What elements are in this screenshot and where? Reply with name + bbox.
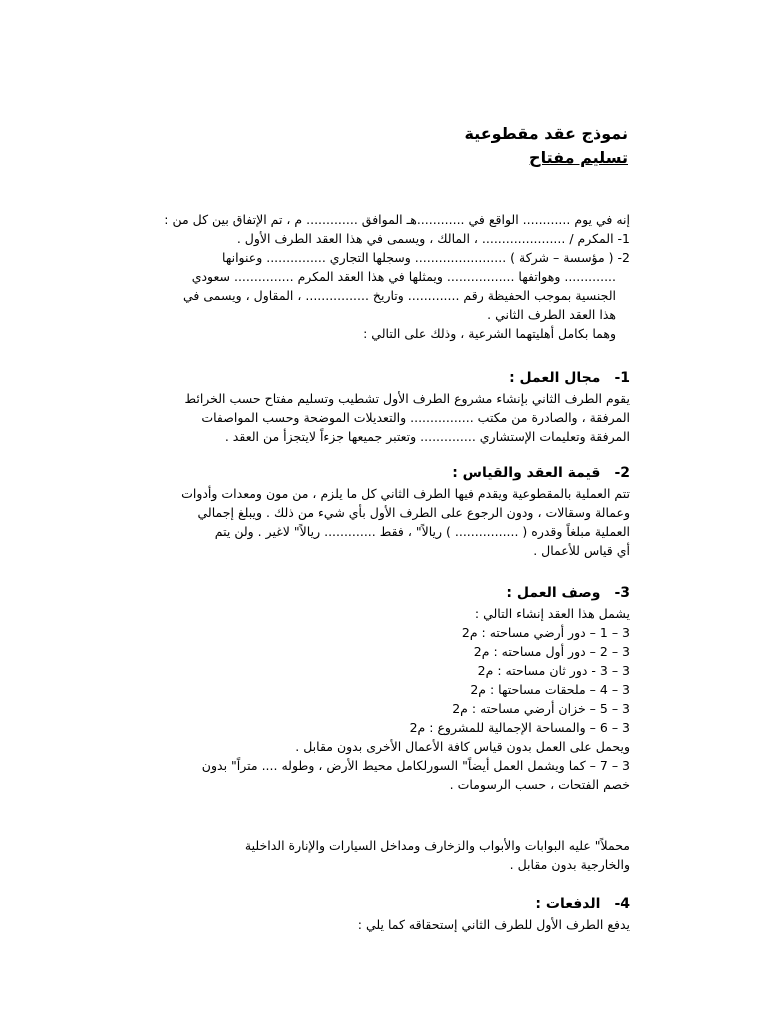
section-3-item-4: 3 – 4 – ملحقات مساحتها : م2 [470, 682, 630, 697]
section-value [130, 462, 630, 560]
party-two-line-2: ............. وهواتفها ................. ويمثلها في هذا العقد المكرم ............... سعودي [191, 269, 616, 284]
section-2-heading [130, 462, 630, 484]
section-3-title: وصف العمل : [506, 585, 601, 601]
extra-line-1: محملاً" عليه البوابات والأبواب والزخارف ومداخل السيارات والإنارة الداخلية [244, 838, 630, 853]
party-two-line-3: الجنسية بموجب الحفيظة رقم ............. وتاريخ ................ ، المقاول ، ويسمى في [182, 288, 616, 303]
section-1-line-2: المرفقة ، والصادرة من مكتب ................ والتعديلات الموضحة وحسب المواصفات [201, 410, 630, 425]
section-3-item-5: 3 – 5 – خزان أرضي مساحته : م2 [452, 701, 630, 716]
section-payments [130, 893, 630, 934]
section-4-line-1: يدفع الطرف الأول للطرف الثاني إستحقاقه كما يلي : [357, 917, 630, 932]
section-1-line-1: يقوم الطرف الثاني بإنشاء مشروع الطرف الأول تشطيب وتسليم مفتاح حسب الخرائط [184, 391, 630, 406]
section-4-number: 4- [614, 896, 630, 912]
intro-preamble: إنه في يوم ............ الواقع في ............هـ الموافق ............. م ، تم الإتفاق بين كل من : [164, 212, 630, 227]
extra-block [130, 836, 630, 874]
section-3-item-2: 3 – 2 – دور أول مساحته : م2 [473, 644, 630, 659]
section-1-number: 1- [614, 370, 630, 386]
party-two-line-4: هذا العقد الطرف الثاني . [487, 307, 616, 322]
section-1-line-3: المرفقة وتعليمات الإستشاري .............. وتعتبر جميعها جزءاً لايتجزأ من العقد . [224, 429, 630, 444]
section-2-line-2: وعمالة وسقالات ، ودون الرجوع على الطرف الأول بأي شيء من ذلك . ويبلغ إجمالي [197, 505, 630, 520]
section-description [130, 582, 630, 794]
section-2-title: قيمة العقد والقياس : [452, 465, 601, 481]
section-4-heading [130, 893, 630, 915]
section-3-note: ويحمل على العمل بدون قياس كافة الأعمال الأخرى بدون مقابل . [295, 739, 630, 754]
section-3-item-6: 3 – 6 – والمساحة الإجمالية للمشروع : م2 [409, 720, 630, 735]
section-3-intro: يشمل هذا العقد إنشاء التالي : [474, 606, 630, 621]
intro-block [130, 210, 630, 343]
party-two-line-1: 2- ( مؤسسة – شركة ) ....................... وسجلها التجاري ............... وعنوانها [222, 250, 630, 265]
party-one: 1- المكرم / ..................... ، المالك ، ويسمى في هذا العقد الطرف الأول . [236, 231, 630, 246]
parties-capacity: وهما بكامل أهليتهما الشرعية ، وذلك على التالي : [363, 326, 616, 341]
section-2-line-3: العملية مبلغاً وقدره ( ................ ) ريالاً" ، فقط ............. ريالاً" لاغير . ولن يتم [214, 524, 630, 539]
section-3-item-3: 3 – 3 - دور ثان مساحته : م2 [477, 663, 630, 678]
section-3-number: 3- [614, 585, 630, 601]
extra-line-2: والخارجية بدون مقابل . [509, 857, 630, 872]
section-1-heading [130, 367, 630, 389]
section-1-title: مجال العمل : [509, 370, 601, 386]
section-scope [130, 367, 630, 446]
section-3-item-1: 3 – 1 – دور أرضي مساحته : م2 [461, 625, 630, 640]
section-4-title: الدفعات : [535, 896, 601, 912]
document-title: نموذج عقد مقطوعية [464, 124, 628, 143]
section-3-item-7-line-1: 3 – 7 – كما ويشمل العمل أيضاً" السورلكامل محيط الأرض ، وطوله .... متراً" بدون [201, 758, 630, 773]
section-3-item-7-line-2: خصم الفتحات ، حسب الرسومات . [449, 777, 630, 792]
section-2-line-1: تتم العملية بالمقطوعية ويقدم فيها الطرف الثاني كل ما يلزم ، من مون ومعدات وأدوات [181, 486, 630, 501]
section-3-heading [130, 582, 630, 604]
title-block [148, 122, 628, 170]
document-subtitle: تسليم مفتاح [529, 148, 628, 167]
section-2-number: 2- [614, 465, 630, 481]
section-2-line-4: أي قياس للأعمال . [533, 543, 630, 558]
